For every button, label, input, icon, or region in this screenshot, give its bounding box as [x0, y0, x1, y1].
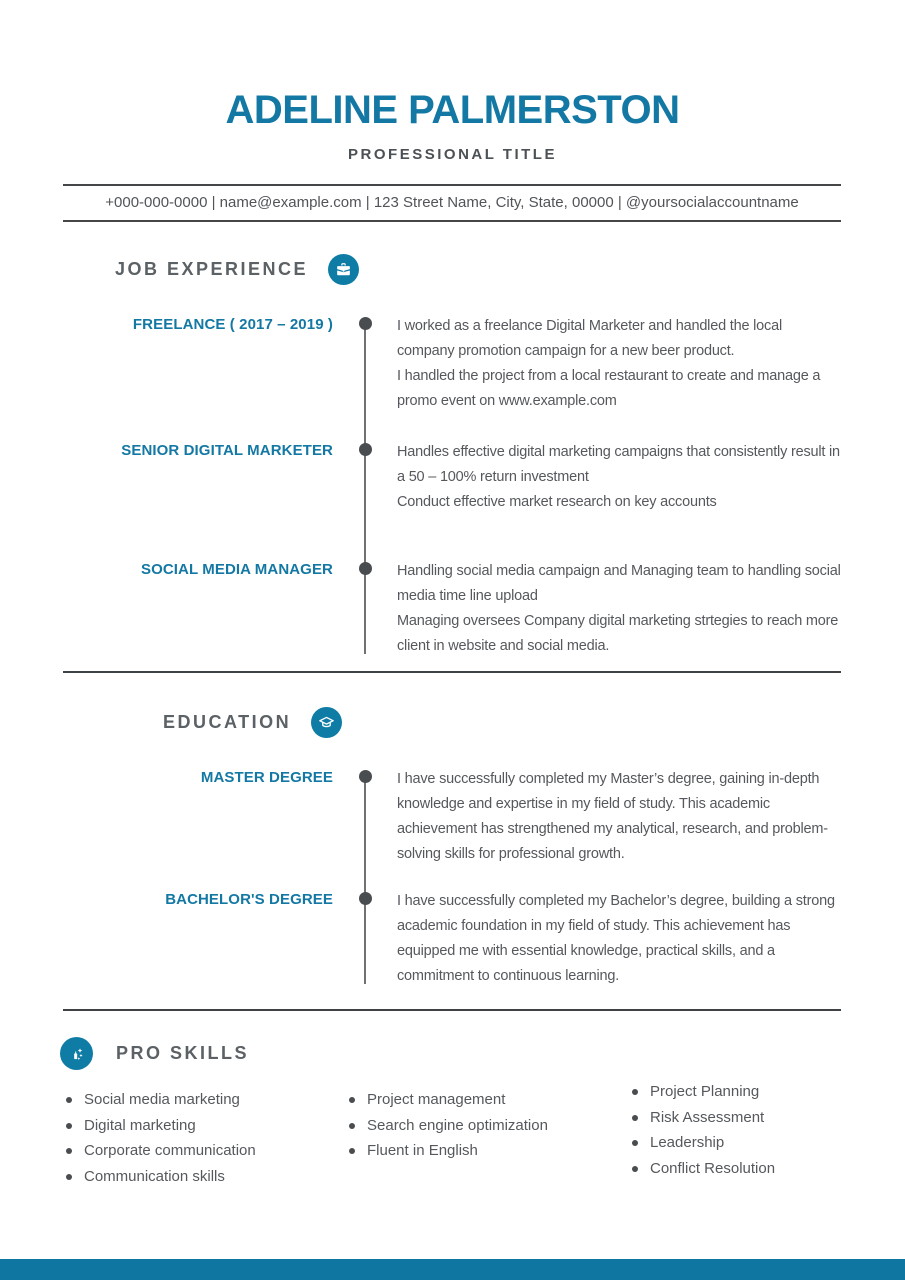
bullet-icon: [349, 1148, 355, 1154]
skill-item: [349, 1138, 632, 1164]
skill-item: [632, 1079, 841, 1105]
graduation-cap-icon: [311, 707, 342, 738]
education-entry-title: BACHELOR'S DEGREE: [165, 891, 333, 908]
description-paragraph: Conduct effective market research on key accounts: [397, 494, 717, 510]
skill-label: Project Planning: [650, 1083, 760, 1100]
timeline-dot-cell: [333, 440, 397, 515]
pro-skills-heading: PRO SKILLS: [116, 1043, 250, 1063]
pro-skills-header: [60, 1037, 841, 1070]
bullet-icon: [349, 1123, 355, 1129]
professional-title: PROFESSIONAL TITLE: [348, 146, 557, 163]
skill-label: Corporate communication: [84, 1142, 256, 1159]
education-heading: EDUCATION: [163, 712, 292, 732]
timeline-dot-cell: [333, 767, 397, 867]
education-timeline: [63, 767, 841, 989]
education-entry-description: [397, 889, 841, 989]
section-divider: [63, 671, 841, 673]
skill-item: [66, 1087, 349, 1113]
job-experience-header: [115, 254, 841, 285]
skill-item: [632, 1105, 841, 1131]
skill-label: Digital marketing: [84, 1116, 196, 1134]
job-entry-title: FREELANCE ( 2017 – 2019 ): [132, 316, 333, 333]
job-entry: [63, 314, 841, 414]
skills-column: [632, 1079, 841, 1189]
job-entry: [63, 440, 841, 515]
bullet-icon: [349, 1097, 355, 1103]
skill-item: [349, 1113, 632, 1139]
job-entry-description: [397, 440, 841, 515]
timeline-dot-cell: [333, 559, 397, 659]
skill-item: [632, 1156, 841, 1182]
timeline-dot-cell: [333, 889, 397, 989]
description-paragraph: Handling social media campaign and Managing team to handling social media time line upload: [397, 563, 841, 604]
timeline-dot-cell: [333, 314, 397, 414]
description-paragraph: Handles effective digital marketing campaigns that consistently result in a 50 – 100% return investment: [397, 444, 840, 485]
skill-item: [632, 1130, 841, 1156]
timeline-dot: [359, 443, 372, 456]
bullet-icon: [66, 1148, 72, 1154]
bullet-icon: [632, 1089, 638, 1095]
education-entry-description: [397, 767, 841, 867]
sparkles-icon: [60, 1037, 93, 1070]
skill-label: Social media marketing: [84, 1091, 240, 1108]
timeline-dot: [359, 562, 372, 575]
education-section: [0, 707, 905, 989]
skill-label: Risk Assessment: [650, 1108, 765, 1126]
job-experience-section: [0, 254, 905, 659]
skill-item: [66, 1138, 349, 1164]
bottom-accent-bar: [0, 1259, 905, 1280]
bullet-icon: [632, 1166, 638, 1172]
pro-skills-section: [0, 1037, 905, 1189]
education-header: [163, 707, 841, 738]
skill-label: Search engine optimization: [367, 1116, 548, 1134]
job-entry-description: [397, 559, 841, 659]
description-paragraph: Managing oversees Company digital marketing strtegies to reach more client in website and social media.: [397, 613, 839, 654]
contact-bar: [63, 184, 841, 222]
education-entry: [63, 889, 841, 989]
person-name: ADELINE PALMERSTON: [225, 88, 680, 132]
education-entry: [63, 767, 841, 867]
skill-item: [349, 1087, 632, 1113]
job-entry-title: SOCIAL MEDIA MANAGER: [140, 561, 333, 578]
bullet-icon: [632, 1115, 638, 1121]
section-divider: [63, 1009, 841, 1011]
description-paragraph: I worked as a freelance Digital Marketer and handled the local company promotion campaign for a new beer product.: [397, 318, 782, 359]
bullet-icon: [66, 1097, 72, 1103]
job-entry-description: [397, 314, 841, 414]
skill-label: Project management: [367, 1091, 506, 1108]
skill-label: Fluent in English: [367, 1142, 478, 1159]
skill-label: Communication skills: [84, 1167, 225, 1185]
skills-grid: [66, 1083, 841, 1189]
description-paragraph: I have successfully completed my Master’s degree, gaining in-depth knowledge and expertise in my field of study. This academic achievement has strengthened my analytical, research, and problem-solving skills for professional growth.: [397, 771, 828, 862]
bullet-icon: [66, 1174, 72, 1180]
description-paragraph: I handled the project from a local restaurant to create and manage a promo event on www.example.com: [397, 368, 821, 409]
skill-label: Conflict Resolution: [650, 1159, 776, 1177]
skill-label: Leadership: [650, 1134, 725, 1151]
timeline-dot: [359, 317, 372, 330]
skill-item: [66, 1113, 349, 1139]
contact-line: +000-000-0000 | name@example.com | 123 Street Name, City, State, 00000 | @yoursocialaccountname: [105, 194, 799, 211]
job-entry: [63, 559, 841, 659]
job-entry-title: SENIOR DIGITAL MARKETER: [121, 442, 333, 459]
skills-column: [349, 1087, 632, 1189]
timeline-dot: [359, 770, 372, 783]
timeline-dot: [359, 892, 372, 905]
bullet-icon: [66, 1123, 72, 1129]
job-timeline: [63, 314, 841, 659]
skills-column: [66, 1087, 349, 1189]
skill-item: [66, 1164, 349, 1190]
bullet-icon: [632, 1140, 638, 1146]
education-entry-title: MASTER DEGREE: [200, 769, 333, 786]
job-experience-heading: JOB EXPERIENCE: [115, 259, 309, 279]
description-paragraph: I have successfully completed my Bachelor’s degree, building a strong academic foundation in my field of study. This achievement has equipped me with essential knowledge, practical skills, and a commitment to continuous learning.: [397, 893, 835, 984]
briefcase-icon: [328, 254, 359, 285]
